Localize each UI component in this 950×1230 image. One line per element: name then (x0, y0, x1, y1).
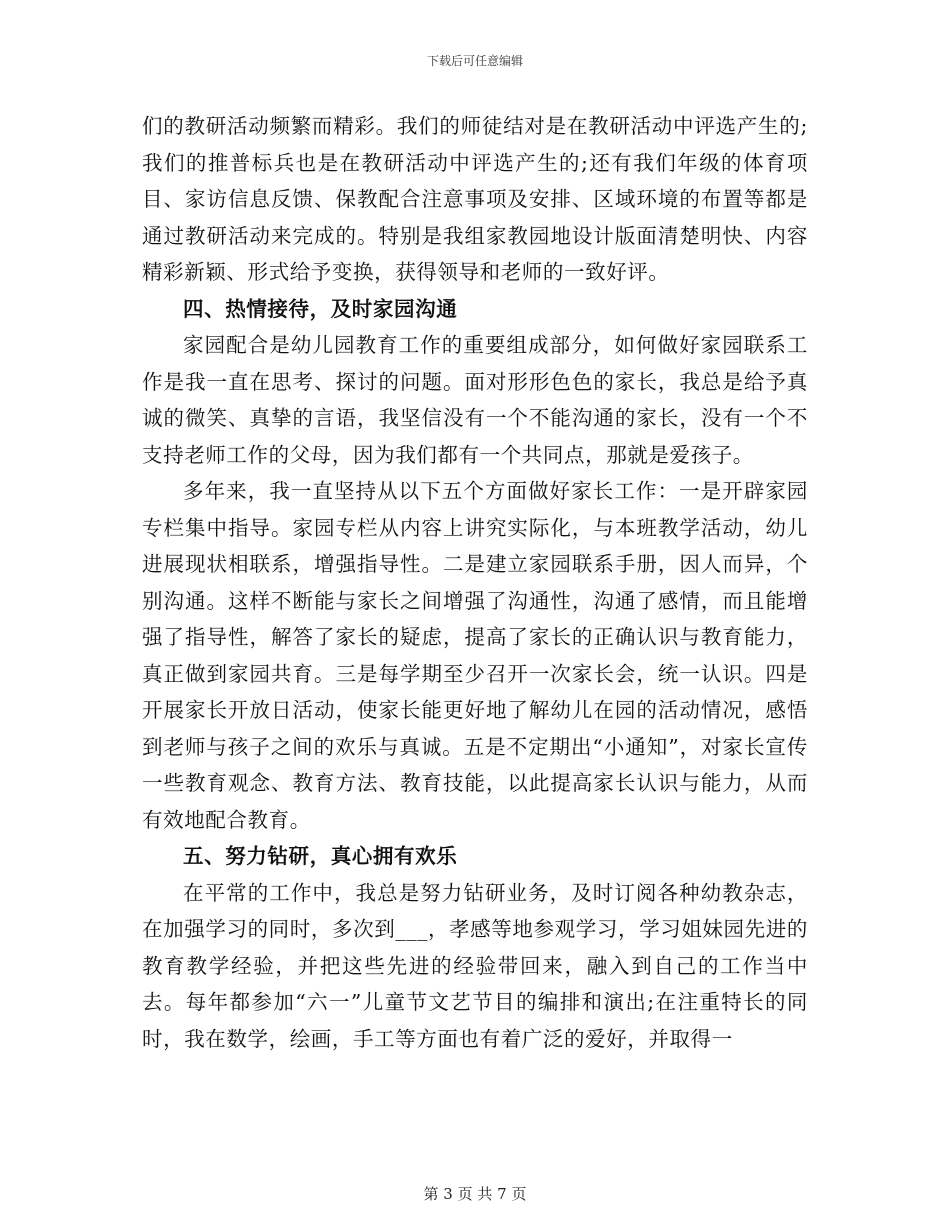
page-header: 下载后可任意编辑 (426, 54, 523, 68)
page-footer: 第 3 页 共 7 页 (423, 1185, 527, 1203)
section-heading-5: 五、努力钻研，真心拥有欢乐 (183, 844, 458, 868)
paragraph-teaching-research: 们的教研活动频繁而精彩。我们的师徒结对是在教研活动中评选产生的;我们的推普标兵也是在教研活动中评选产生的;还有我们年级的体育项目、家访信息反馈、保教配合注意事项及安排、区域环境的布置等都是通过教研活动来完成的。特别是我组家教园地设计版面清楚明快、内容精彩新颖、形式给予变换，获得领导和老师的一致好评。 (142, 114, 808, 284)
paragraph-parent-work-methods: 多年来，我一直坚持从以下五个方面做好家长工作：一是开辟家园专栏集中指导。家园专栏从内容上讲究实际化，与本班教学活动，幼儿进展现状相联系，增强指导性。二是建立家园联系手册，因人而异，个别沟通。这样不断能与家长之间增强了沟通性，沟通了感情，而且能增强了指导性，解答了家长的疑虑，提高了家长的正确认识与教育能力，真正做到家园共育。三是每学期至少召开一次家长会，统一认识。四是开展家长开放日活动，使家长能更好地了解幼儿在园的活动情况，感悟到老师与孩子之间的欢乐与真诚。五是不定期出“小通知”，对家长宣传一些教育观念、教育方法、教育技能，以此提高家长认识与能力，从而有效地配合教育。 (142, 479, 808, 832)
document-body (142, 108, 808, 1057)
paragraph-home-school-cooperation: 家园配合是幼儿园教育工作的重要组成部分，如何做好家园联系工作是我一直在思考、探讨的问题。面对形形色色的家长，我总是给予真诚的微笑、真挚的言语，我坚信没有一个不能沟通的家长，没有一个不支持老师工作的父母，因为我们都有一个共同点，那就是爱孩子。 (142, 333, 808, 467)
section-heading-4: 四、热情接待，及时家园沟通 (183, 296, 458, 321)
paragraph-study-and-research: 在平常的工作中，我总是努力钻研业务，及时订阅各种幼教杂志，在加强学习的同时，多次到___，孝感等地参观学习，学习姐妹园先进的教育教学经验，并把这些先进的经验带回来，融入到自己的工作当中去。每年都参加“六一”儿童节文艺节目的编排和演出;在注重特长的同时，我在数学，绘画，手工等方面也有着广泛的爱好，并取得一 (142, 880, 808, 1051)
